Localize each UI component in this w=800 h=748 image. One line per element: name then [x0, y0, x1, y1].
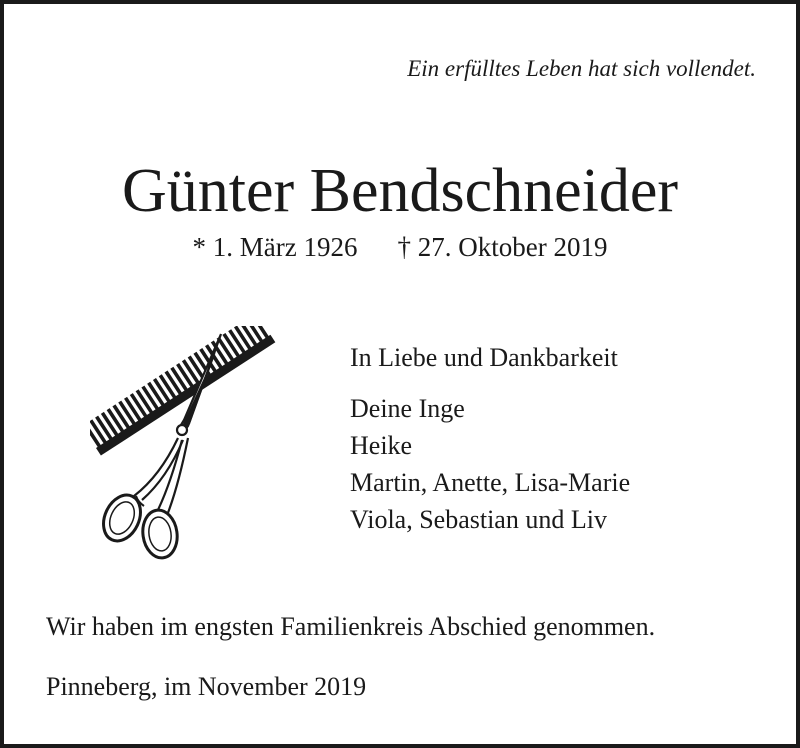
death-date: † 27. Oktober 2019	[397, 232, 608, 262]
mourner-name: Heike	[350, 431, 413, 460]
deceased-name: Günter Bendschneider	[121, 157, 679, 225]
place-and-date: Pinneberg, im November 2019	[46, 672, 367, 701]
mourner-name: Viola, Sebastian und Liv	[350, 505, 607, 534]
farewell-text: Wir haben im engsten Familienkreis Abschied genommen.	[46, 612, 656, 641]
motto: Ein erfülltes Leben hat sich vollendet.	[407, 56, 756, 81]
scissors-icon	[96, 334, 221, 560]
birth-date: * 1. März 1926	[192, 232, 358, 262]
mourner-name: Martin, Anette, Lisa-Marie	[350, 468, 631, 497]
mourners-block	[350, 340, 630, 538]
scissors-and-comb-icon	[90, 326, 290, 566]
dedication: In Liebe und Dankbarkeit	[350, 343, 618, 372]
life-dates	[4, 232, 796, 263]
mourner-name: Deine Inge	[350, 394, 465, 423]
comb-icon	[90, 326, 275, 456]
